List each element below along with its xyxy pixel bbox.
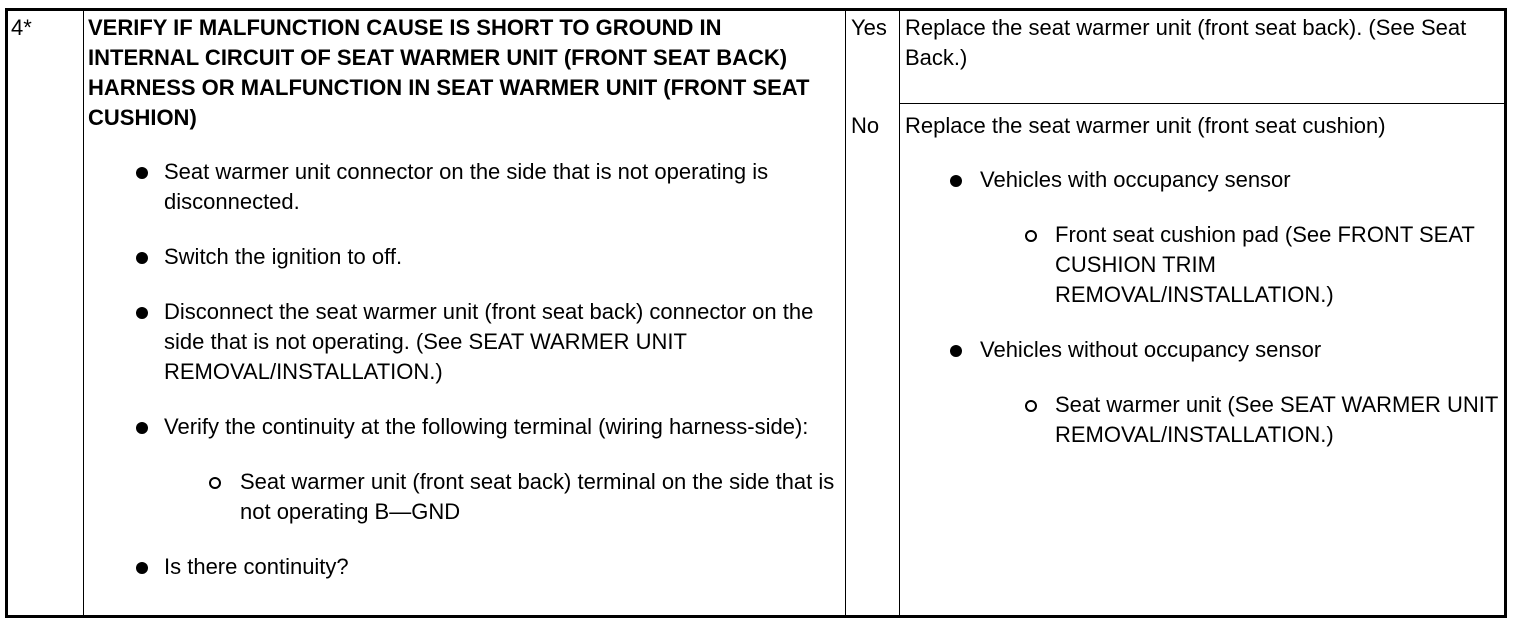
inspection-item-text: Switch the ignition to off. [164,244,403,269]
inspection-subitem [164,467,838,527]
inspection-item [88,552,838,582]
step-number: 4* [11,15,32,40]
bullet-icon [136,562,148,574]
bullet-icon [136,422,148,434]
no-action-list [905,165,1500,450]
no-action-sublist [980,390,1500,450]
bullet-icon [950,345,962,357]
no-action-item-text: Vehicles with occupancy sensor [980,167,1291,192]
no-action-item [905,165,1500,310]
inspection-item-text: Disconnect the seat warmer unit (front seat back) connector on the side that is not operating. (See SEAT WARMER UNIT REMOVAL/INSTALLATION.) [164,299,814,384]
inspection-list [88,157,838,582]
yes-action: Replace the seat warmer unit (front seat back). (See Seat Back.) [905,15,1467,70]
row-divider-yes-no [899,103,1504,104]
no-action-subitem-text: Seat warmer unit (See SEAT WARMER UNIT REMOVAL/INSTALLATION.) [1055,392,1498,447]
bullet-icon [950,175,962,187]
inspection-heading: VERIFY IF MALFUNCTION CAUSE IS SHORT TO GROUND IN INTERNAL CIRCUIT OF SEAT WARMER UNIT (FRONT SEAT BACK) HARNESS OR MALFUNCTION IN SEAT WARMER UNIT (FRONT SEAT CUSHION) [88,15,810,130]
sub-bullet-icon [1025,400,1037,412]
inspection-subitem-text: Seat warmer unit (front seat back) terminal on the side that is not operating B—GND [240,469,835,524]
no-action-item-text: Vehicles without occupancy sensor [980,337,1322,362]
yes-label: Yes [851,15,887,40]
inspection-sublist [164,467,838,527]
inspection-item [88,412,838,527]
inspection-item [88,297,838,387]
no-action-sublist [980,220,1500,310]
bullet-icon [136,307,148,319]
inspection-item-text: Seat warmer unit connector on the side that is not operating is disconnected. [164,159,769,214]
inspection-item-text: Verify the continuity at the following terminal (wiring harness-side): [164,414,809,439]
bullet-icon [136,252,148,264]
no-action-subitem-text: Front seat cushion pad (See FRONT SEAT CUSHION TRIM REMOVAL/INSTALLATION.) [1055,222,1475,307]
inspection-item [88,157,838,217]
column-divider-inspection [845,11,846,615]
no-action-item [905,335,1500,450]
column-divider-step [83,11,84,615]
no-action-subitem [980,390,1500,450]
no-action-subitem [980,220,1500,310]
inspection-cell [88,13,838,582]
bullet-icon [136,167,148,179]
no-action-cell [905,111,1500,450]
no-action: Replace the seat warmer unit (front seat cushion) [905,113,1386,138]
column-divider-answer [899,11,900,615]
inspection-item-text: Is there continuity? [164,554,349,579]
sub-bullet-icon [209,477,221,489]
sub-bullet-icon [1025,230,1037,242]
no-label: No [851,113,880,138]
inspection-item [88,242,838,272]
